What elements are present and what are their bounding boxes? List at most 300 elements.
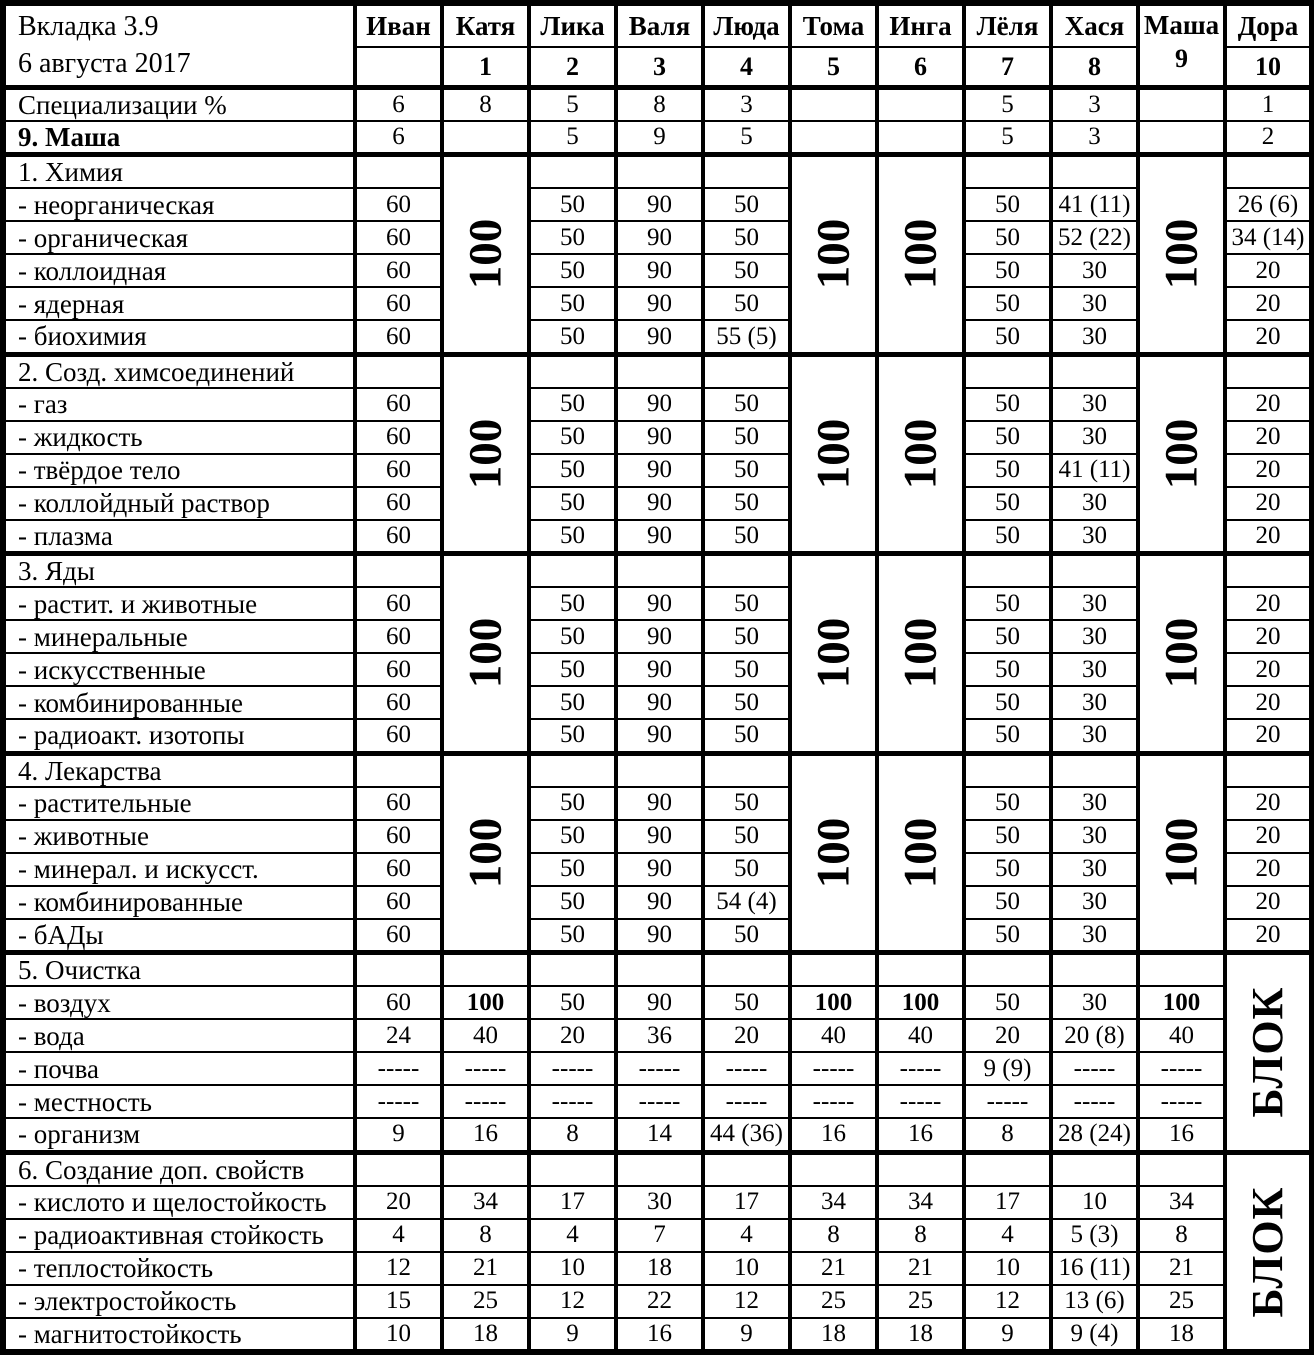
value-cell: 12 [964,1285,1051,1318]
value-cell: 50 [529,919,616,953]
value-cell: 90 [616,587,703,620]
value-cell: 20 [1225,320,1312,354]
value-cell: 8 [1138,1219,1225,1252]
merged-100-cell [1138,753,1225,952]
value-cell: 90 [616,520,703,554]
value-cell: 9 [964,1318,1051,1352]
table-row [3,820,1312,853]
section-header: 3. Яды [3,554,355,588]
value-cell: 90 [616,388,703,421]
table-row [3,787,1312,820]
value-cell: 8 [442,87,529,121]
merged-100-cell [790,554,877,753]
empty-cell [616,155,703,189]
value-cell: 30 [1051,388,1138,421]
merged-100-cell [442,554,529,753]
section-header-row [3,354,1312,388]
value-cell: 50 [964,653,1051,686]
value-cell: 50 [703,986,790,1019]
value-cell: 50 [964,188,1051,221]
value-cell: ----- [1138,1085,1225,1118]
value-cell: 5 [529,87,616,121]
value-cell: 25 [877,1285,964,1318]
value-cell: 10 [1051,1186,1138,1219]
value-cell: ----- [616,1085,703,1118]
empty-cell [703,554,790,588]
value-cell: 50 [703,520,790,554]
value-cell: 5 [529,121,616,155]
value-cell: 5 [703,121,790,155]
value-cell: 25 [1138,1285,1225,1318]
rotated-text: БЛОК [1243,986,1292,1118]
value-cell: 30 [1051,620,1138,653]
value-cell: ----- [1138,1052,1225,1085]
empty-cell [616,753,703,787]
value-cell: 24 [355,1019,442,1052]
value-cell: ----- [442,1085,529,1118]
empty-cell [529,554,616,588]
value-cell: ----- [877,1052,964,1085]
value-cell: 17 [703,1186,790,1219]
section-header-row [3,155,1312,189]
merged-100-cell [877,753,964,952]
value-cell: 90 [616,287,703,320]
value-cell: 90 [616,686,703,719]
value-cell: 50 [964,686,1051,719]
value-cell: 21 [442,1252,529,1285]
value-cell: 12 [355,1252,442,1285]
value-cell: 50 [964,421,1051,454]
value-cell: 30 [1051,986,1138,1019]
value-cell: 8 [616,87,703,121]
rotated-text: 100 [894,618,946,689]
empty-cell [442,1152,529,1186]
value-cell: 90 [616,919,703,953]
empty-cell [790,953,877,987]
empty-cell [964,753,1051,787]
value-cell: 60 [355,686,442,719]
empty-cell [529,1152,616,1186]
value-cell: 60 [355,620,442,653]
value-cell: 50 [964,919,1051,953]
value-cell: 50 [964,388,1051,421]
empty-cell [1225,554,1312,588]
rotated-text: 100 [459,219,511,290]
value-cell: 9 (9) [964,1052,1051,1085]
value-cell: 40 [877,1019,964,1052]
value-cell: 5 [964,121,1051,155]
value-cell: 100 [442,986,529,1019]
value-cell: 17 [529,1186,616,1219]
row-label: - радиоакт. изотопы [3,719,355,753]
empty-cell [964,1152,1051,1186]
column-header: Иван [355,3,442,47]
empty-cell [616,1152,703,1186]
row-label: - ядерная [3,287,355,320]
value-cell: 50 [529,853,616,886]
merged-100-cell [442,753,529,952]
table-row [3,421,1312,454]
value-cell: 8 [790,1219,877,1252]
rotated-text: 100 [807,219,859,290]
value-cell: 50 [964,287,1051,320]
value-cell: 60 [355,287,442,320]
value-cell: 50 [529,986,616,1019]
table-body [3,3,1312,1352]
title-line1: Вкладка 3.9 [18,11,159,42]
value-cell: 20 [355,1186,442,1219]
value-cell: 20 [1225,686,1312,719]
value-cell: 16 [877,1118,964,1152]
value-cell: 18 [790,1318,877,1352]
column-header: Хася [1051,3,1138,47]
value-cell: 100 [1138,986,1225,1019]
row-label: - вода [3,1019,355,1052]
value-cell: 60 [355,254,442,287]
empty-cell [1225,753,1312,787]
section-header-row [3,554,1312,588]
value-cell: 90 [616,454,703,487]
merged-100-cell [790,753,877,952]
value-cell: 21 [1138,1252,1225,1285]
value-cell: 50 [964,719,1051,753]
value-cell: 30 [1051,421,1138,454]
value-cell: 90 [616,421,703,454]
value-cell [877,87,964,121]
value-cell: 50 [529,587,616,620]
value-cell: 50 [964,787,1051,820]
column-number [355,47,442,87]
value-cell: 50 [529,787,616,820]
value-cell: 20 [1225,388,1312,421]
value-cell: 20 [1225,653,1312,686]
value-cell: 60 [355,820,442,853]
value-cell: 4 [529,1219,616,1252]
rotated-text: 100 [894,817,946,889]
column-header: Дора [1225,3,1312,47]
table-row [3,986,1312,1019]
value-cell: 30 [1051,787,1138,820]
table-title [3,3,355,87]
table-row [3,919,1312,953]
row-label: - минеральные [3,620,355,653]
row-label: 9. Маша [3,121,355,155]
value-cell: 25 [442,1285,529,1318]
value-cell: 90 [616,221,703,254]
value-cell: 50 [703,454,790,487]
section-header: 4. Лекарства [3,753,355,787]
empty-cell [616,554,703,588]
value-cell: 50 [703,919,790,953]
value-cell: 50 [964,853,1051,886]
rotated-text: БЛОК [1243,1186,1292,1318]
value-cell: 20 [1225,421,1312,454]
value-cell: 16 [790,1118,877,1152]
table-row [3,1052,1312,1085]
value-cell: 12 [529,1285,616,1318]
empty-cell [355,354,442,388]
row-label: - почва [3,1052,355,1085]
value-cell: 8 [964,1118,1051,1152]
value-cell: 60 [355,454,442,487]
value-cell: 60 [355,520,442,554]
value-cell: 25 [790,1285,877,1318]
value-cell: 50 [964,221,1051,254]
value-cell: 20 [703,1019,790,1052]
empty-cell [442,953,529,987]
value-cell: 90 [616,320,703,354]
value-cell: 9 (4) [1051,1318,1138,1352]
merged-100-cell [877,354,964,553]
section-header-row [3,1152,1312,1186]
merged-block-cell [1225,953,1312,1152]
table-row [3,1285,1312,1318]
value-cell: 20 [1225,853,1312,886]
merged-100-cell [877,554,964,753]
table-row [3,1318,1312,1352]
value-cell: 40 [790,1019,877,1052]
section-header-row [3,753,1312,787]
empty-cell [790,1152,877,1186]
row-label: - теплостойкость [3,1252,355,1285]
table-row [3,287,1312,320]
value-cell: ----- [529,1085,616,1118]
section-header: 6. Создание доп. свойств [3,1152,355,1186]
rotated-text: 100 [1155,618,1207,689]
value-cell: 50 [529,287,616,320]
value-cell: 54 (4) [703,886,790,919]
value-cell [1138,87,1225,121]
value-cell: 60 [355,986,442,1019]
value-cell: 20 [1225,719,1312,753]
column-header: Лёля [964,3,1051,47]
rotated-text: 100 [807,817,859,889]
value-cell: 21 [790,1252,877,1285]
value-cell: 60 [355,719,442,753]
value-cell: 20 [1225,254,1312,287]
column-header: Лика [529,3,616,47]
value-cell: 90 [616,820,703,853]
value-cell: 50 [529,221,616,254]
value-cell: 10 [529,1252,616,1285]
value-cell: 10 [964,1252,1051,1285]
value-cell: 5 (3) [1051,1219,1138,1252]
row-label: - коллойдный раствор [3,487,355,520]
value-cell: 60 [355,919,442,953]
table-row [3,686,1312,719]
value-cell [877,121,964,155]
value-cell: ----- [1051,1085,1138,1118]
value-cell: 50 [529,820,616,853]
row-label: - неорганическая [3,188,355,221]
value-cell: 90 [616,653,703,686]
row-label: - растит. и животные [3,587,355,620]
value-cell: 41 (11) [1051,188,1138,221]
row-label: - твёрдое тело [3,454,355,487]
empty-cell [616,953,703,987]
value-cell: 90 [616,254,703,287]
value-cell: 60 [355,487,442,520]
column-number: 8 [1051,47,1138,87]
row-label: - газ [3,388,355,421]
column-header: Инга [877,3,964,47]
empty-cell [1051,155,1138,189]
table-row [3,719,1312,753]
rotated-text: 100 [894,418,946,490]
table-row [3,1252,1312,1285]
table-row [3,188,1312,221]
value-cell: 60 [355,653,442,686]
value-cell: 18 [877,1318,964,1352]
value-cell: 30 [1051,653,1138,686]
merged-100-cell [1138,554,1225,753]
value-cell: 50 [703,221,790,254]
value-cell: 20 [1225,487,1312,520]
value-cell: ----- [790,1052,877,1085]
empty-cell [877,1152,964,1186]
value-cell: 60 [355,787,442,820]
value-cell: 30 [1051,886,1138,919]
empty-cell [703,753,790,787]
value-cell: 90 [616,487,703,520]
value-cell: 16 [616,1318,703,1352]
table-row [3,221,1312,254]
value-cell: 20 [1225,820,1312,853]
value-cell: 50 [703,820,790,853]
value-cell: 50 [703,388,790,421]
value-cell: 50 [964,587,1051,620]
value-cell: 50 [529,388,616,421]
empty-cell [703,155,790,189]
empty-cell [355,155,442,189]
value-cell: 41 (11) [1051,454,1138,487]
value-cell: 60 [355,388,442,421]
merged-100-cell [442,155,529,354]
rotated-text: 100 [894,219,946,290]
value-cell: 34 [1138,1186,1225,1219]
empty-cell [1051,554,1138,588]
value-cell [442,121,529,155]
value-cell: 44 (36) [703,1118,790,1152]
row-label: - биохимия [3,320,355,354]
value-cell: 50 [703,719,790,753]
column-header-merged [1138,3,1225,87]
value-cell: 4 [355,1219,442,1252]
value-cell: ----- [442,1052,529,1085]
value-cell: 90 [616,620,703,653]
value-cell: 22 [616,1285,703,1318]
merged-100-cell [1138,155,1225,354]
column-number: 2 [529,47,616,87]
value-cell: ----- [877,1085,964,1118]
rotated-text: 100 [459,418,511,490]
section-header-row [3,953,1312,987]
row-label: Специализации % [3,87,355,121]
value-cell: 50 [964,520,1051,554]
value-cell: ----- [529,1052,616,1085]
merged-100-cell [442,354,529,553]
table-row [3,853,1312,886]
row-label: - бАДы [3,919,355,953]
empty-cell [964,354,1051,388]
value-cell: 50 [703,853,790,886]
column-number: 6 [877,47,964,87]
value-cell: 50 [529,886,616,919]
value-cell: 9 [703,1318,790,1352]
value-cell: 7 [616,1219,703,1252]
section-header: 5. Очистка [3,953,355,987]
value-cell: 12 [703,1285,790,1318]
value-cell: 30 [1051,919,1138,953]
value-cell: 20 [1225,454,1312,487]
empty-cell [616,354,703,388]
value-cell: 30 [1051,686,1138,719]
value-cell: 50 [529,254,616,287]
value-cell: 18 [442,1318,529,1352]
row-label: - жидкость [3,421,355,454]
table-row [3,1019,1312,1052]
value-cell: 17 [964,1186,1051,1219]
table-row [3,454,1312,487]
value-cell: 8 [877,1219,964,1252]
value-cell: 15 [355,1285,442,1318]
column-number: 7 [964,47,1051,87]
column-header: Валя [616,3,703,47]
merged-100-cell [877,155,964,354]
column-number: 9 [1175,44,1188,73]
section-header: 2. Созд. химсоединений [3,354,355,388]
value-cell: 36 [616,1019,703,1052]
value-cell: ----- [355,1085,442,1118]
value-cell: 34 (14) [1225,221,1312,254]
row-label: - кислото и щелостойкость [3,1186,355,1219]
empty-cell [964,953,1051,987]
value-cell: 10 [355,1318,442,1352]
row-label: - организм [3,1118,355,1152]
value-cell: 40 [1138,1019,1225,1052]
rotated-text: 100 [459,817,511,889]
value-cell: 21 [877,1252,964,1285]
value-cell: 30 [1051,820,1138,853]
value-cell: 50 [529,487,616,520]
value-cell: 26 (6) [1225,188,1312,221]
value-cell: 8 [442,1219,529,1252]
value-cell: ----- [964,1085,1051,1118]
section-header: 1. Химия [3,155,355,189]
value-cell: 30 [1051,587,1138,620]
value-cell: 90 [616,986,703,1019]
value-cell: 50 [964,320,1051,354]
empty-cell [529,354,616,388]
value-cell: 9 [529,1318,616,1352]
empty-cell [1051,953,1138,987]
empty-cell [529,753,616,787]
value-cell: 20 [529,1019,616,1052]
merged-100-cell [790,155,877,354]
value-cell: 6 [355,121,442,155]
row-label: - коллоидная [3,254,355,287]
value-cell: 40 [442,1019,529,1052]
table-row [3,587,1312,620]
value-cell: 3 [1051,87,1138,121]
value-cell: 50 [703,254,790,287]
value-cell: 30 [1051,287,1138,320]
value-cell: 30 [616,1186,703,1219]
value-cell: 50 [964,487,1051,520]
value-cell: 60 [355,587,442,620]
empty-cell [964,554,1051,588]
rotated-text: 100 [1155,817,1207,889]
